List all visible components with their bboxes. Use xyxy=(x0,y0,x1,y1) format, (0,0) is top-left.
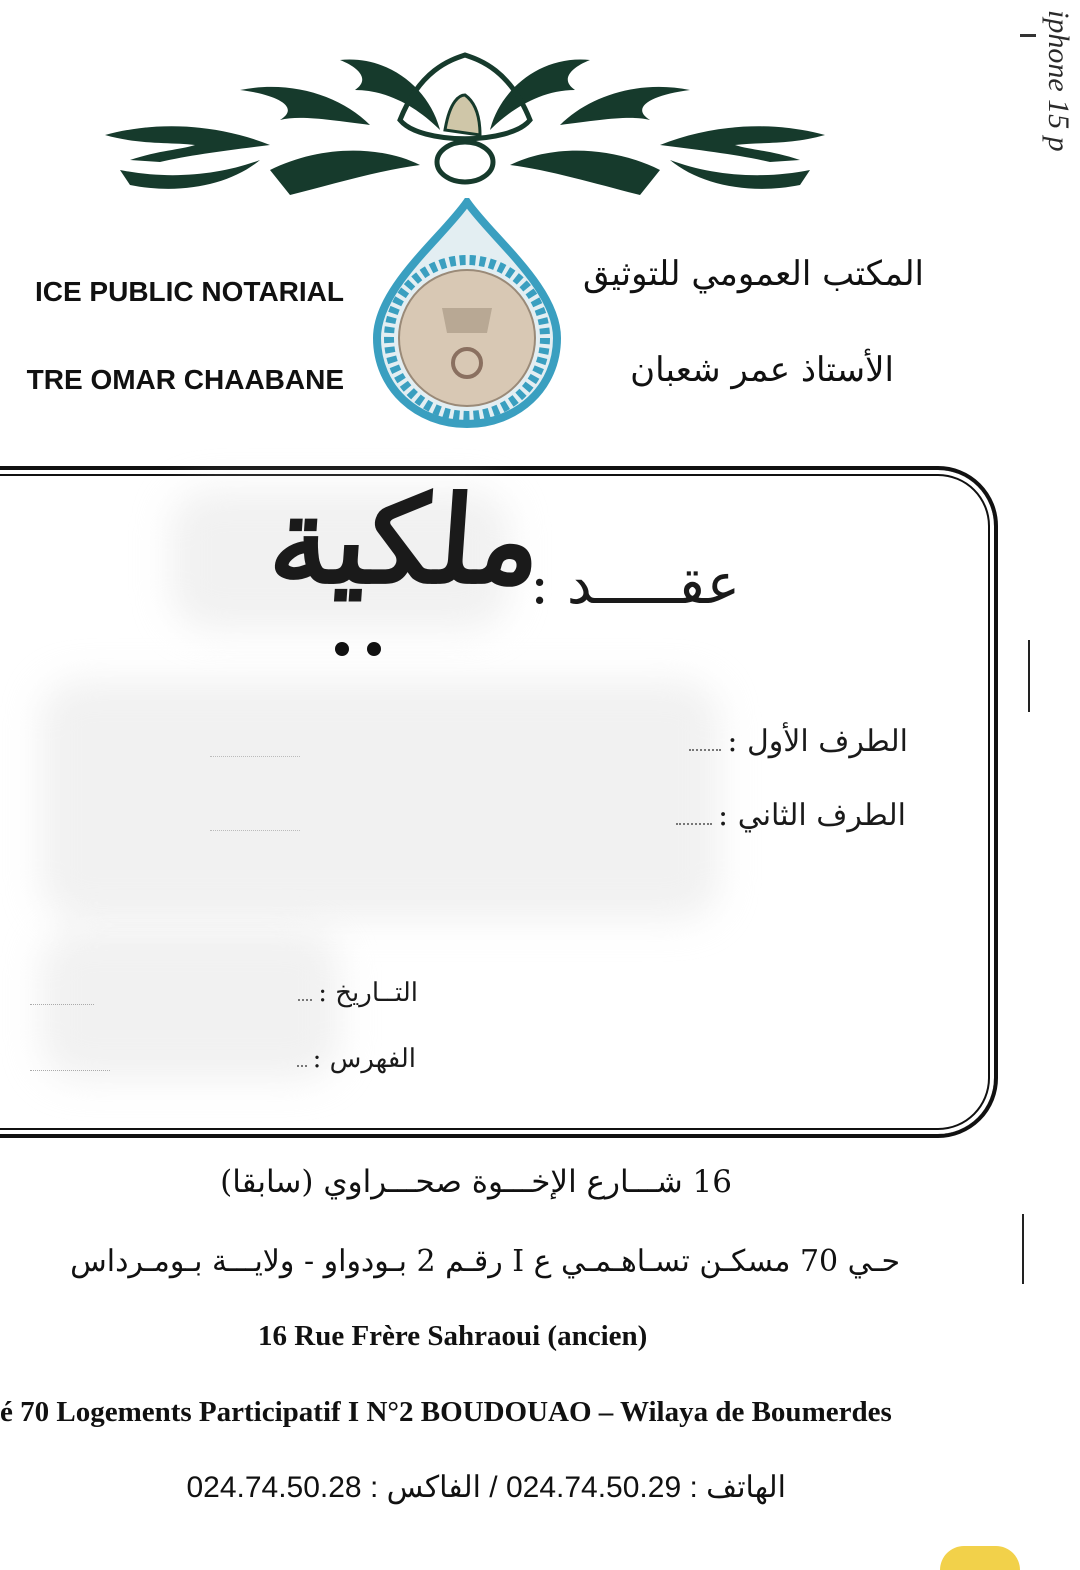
header-ornament xyxy=(100,50,830,200)
notary-name-fr: TRE OMAR CHAABANE xyxy=(26,364,344,395)
first-party-label: الطرف الأول : xyxy=(727,724,908,759)
office-name-fr: ICE PUBLIC NOTARIAL xyxy=(34,276,344,307)
address-fr-line1: 16 Rue Frère Sahraoui (ancien) xyxy=(258,1320,648,1352)
first-party-dots xyxy=(689,749,721,751)
index-dots xyxy=(297,1065,307,1067)
margin-mark xyxy=(1020,34,1036,37)
date-label: التــاريخ : xyxy=(318,978,418,1008)
date-field xyxy=(298,978,418,1008)
date-dots-left xyxy=(30,1004,94,1005)
margin-note: iphone 15 p xyxy=(1042,10,1075,152)
redaction-smudge xyxy=(40,930,340,1080)
first-party-field xyxy=(689,724,908,759)
address-ar-line1: 16 شـــارع الإخـــوة صحـــراوي (سابقا) xyxy=(220,1164,732,1200)
second-party-dots-left xyxy=(210,830,300,831)
margin-bracket xyxy=(1022,1214,1024,1284)
address-ar-line2: حـي 70 مسكـن تسـاهـمـي ع I رقـم 2 بـودواو - ولايـــة بـومـرداس xyxy=(70,1244,900,1279)
corner-sticker xyxy=(940,1546,1020,1570)
office-name-ar: المكتب العمومي للتوثيق xyxy=(583,254,924,294)
notary-name-ar: الأستاذ عمر شعبان xyxy=(630,350,894,390)
index-dots-left xyxy=(30,1070,110,1071)
contract-label: عقـــــد : xyxy=(530,552,740,617)
second-party-dots xyxy=(676,823,712,825)
redaction-smudge xyxy=(40,680,720,920)
national-seal-icon xyxy=(372,198,562,430)
first-party-dots-left xyxy=(210,756,300,757)
address-fr-line2: é 70 Logements Participatif I N°2 BOUDOUAO – Wilaya de Boumerdes xyxy=(0,1396,892,1428)
second-party-field xyxy=(676,798,906,833)
margin-bracket xyxy=(1028,640,1030,712)
index-label: الفهرس : xyxy=(312,1044,416,1074)
second-party-label: الطرف الثاني : xyxy=(718,798,906,833)
index-field xyxy=(297,1044,416,1074)
date-dots xyxy=(298,999,312,1001)
phone-fax-line: الهاتف : 024.74.50.29 / الفاكس : 024.74.50.28 xyxy=(186,1471,786,1504)
handwritten-contract-type: ملكية xyxy=(265,470,546,611)
handwritten-dots xyxy=(330,638,390,660)
